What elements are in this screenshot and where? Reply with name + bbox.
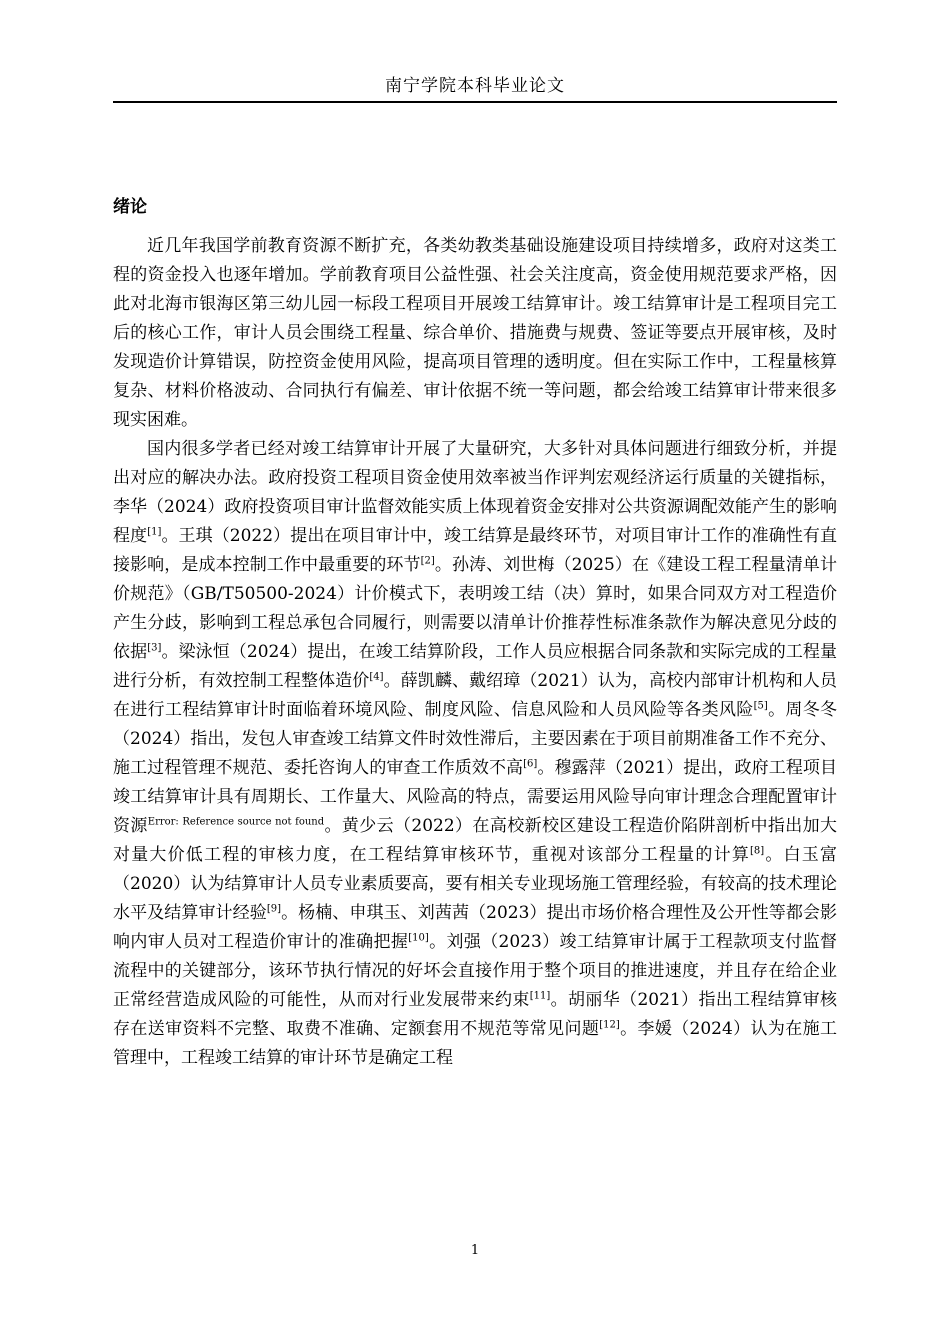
paragraph-text: 。白玉富（2020）认为结算审计人员专业素质要高，要有相关专业现场施工管理经验，有较高的技术理论水平及结算审计经验 — [113, 845, 838, 923]
paragraph-text: 。李媛（2024）认为在施工管理中，工程竣工结算的审计环节是确定工程 — [113, 1019, 838, 1068]
paragraph-text: 。穆露萍（2021）提出，政府工程项目竣工结算审计具有周期长、工作量大、风险高的特点，需要运用风险导向审计理念合理配置审计资源 — [113, 758, 838, 836]
body-text — [113, 232, 837, 1073]
citation-marker: [3] — [147, 642, 162, 654]
citation-marker: [2] — [420, 555, 435, 567]
citation-marker: [1] — [147, 526, 162, 538]
citation-marker: [8] — [750, 845, 765, 857]
section-title: 绪论 — [113, 197, 147, 217]
paragraph-text: 。孙涛、刘世梅（2025）在《建设工程工程量清单计价规范》（GB/T50500-2024）计价模式下，表明竣工结（决）算时，如果合同双方对工程造价产生分歧，影响到工程总承包合同履行，则需要以清单计价推荐性标准条款作为解决意见分歧的依据 — [113, 555, 838, 662]
paragraph-text: 。黄少云（2022）在高校新校区建设工程造价陷阱剖析中指出加大对量大价低工程的审核力度，在工程结算审核环节，重视对该部分工程量的计算 — [113, 816, 838, 865]
citation-marker: [11] — [529, 990, 551, 1002]
paragraph-text: 。刘强（2023）竣工结算审计属于工程款项支付监督流程中的关键部分，该环节执行情况的好坏会直接作用于整个项目的推进速度，并且存在给企业正常经营造成风险的可能性，从而对行业发展带来约束 — [113, 932, 838, 1010]
paragraph-text: 。梁泳恒（2024）提出，在竣工结算阶段，工作人员应根据合同条款和实际完成的工程量进行分析，有效控制工程整体造价 — [113, 642, 838, 691]
paragraph-text: 近几年我国学前教育资源不断扩充，各类幼教类基础设施建设项目持续增多，政府对这类工程的资金投入也逐年增加。学前教育项目公益性强、社会关注度高，资金使用规范要求严格，因此对北海市银海区第三幼儿园一标段工程项目开展竣工结算审计。竣工结算审计是工程项目完工后的核心工作，审计人员会围绕工程量、综合单价、措施费与规费、签证等要点开展审核，及时发现造价计算错误，防控资金使用风险，提高项目管理的透明度。但在实际工作中，工程量核算复杂、材料价格波动、合同执行有偏差、审计依据不统一等问题，都会给竣工结算审计带来很多现实困难。 — [113, 236, 837, 430]
citation-marker: Error: Reference source not found — [147, 816, 325, 828]
paragraph-text: 。王琪（2022）提出在项目审计中，竣工结算是最终环节，对项目审计工作的准确性有直接影响，是成本控制工作中最重要的环节 — [113, 526, 838, 575]
body-paragraph — [113, 232, 837, 435]
citation-marker: [9] — [266, 903, 281, 915]
paragraph-text: 。杨楠、申琪玉、刘茜茜（2023）提出市场价格合理性及公开性等都会影响内审人员对工程造价审计的准确把握 — [113, 903, 838, 952]
page-header: 南宁学院本科毕业论文 — [385, 76, 565, 96]
body-paragraph — [113, 435, 837, 1073]
citation-marker: [4] — [369, 671, 384, 683]
page-number: 1 — [470, 1243, 480, 1258]
header-rule — [113, 101, 837, 103]
citation-marker: [12] — [599, 1019, 620, 1031]
citation-marker: [6] — [523, 758, 538, 770]
paragraph-text: 。周冬冬（2024）指出，发包人审查竣工结算文件时效性滞后，主要因素在于项目前期准备工作不充分、施工过程管理不规范、委托咨询人的审查工作质效不高 — [113, 700, 838, 778]
paragraph-text: 。薛凯麟、戴绍璋（2021）认为，高校内部审计机构和人员在进行工程结算审计时面临着环境风险、制度风险、信息风险和人员风险等各类风险 — [113, 671, 838, 720]
citation-marker: [10] — [408, 932, 429, 944]
citation-marker: [5] — [753, 700, 768, 712]
paragraph-text: 。胡丽华（2021）指出工程结算审核存在送审资料不完整、取费不准确、定额套用不规范等常见问题 — [113, 990, 838, 1039]
paragraph-text: 国内很多学者已经对竣工结算审计开展了大量研究，大多针对具体问题进行细致分析，并提出对应的解决办法。政府投资工程项目资金使用效率被当作评判宏观经济运行质量的关键指标，李华（2024）政府投资项目审计监督效能实质上体现着资金安排对公共资源调配效能产生的影响程度 — [113, 439, 837, 546]
